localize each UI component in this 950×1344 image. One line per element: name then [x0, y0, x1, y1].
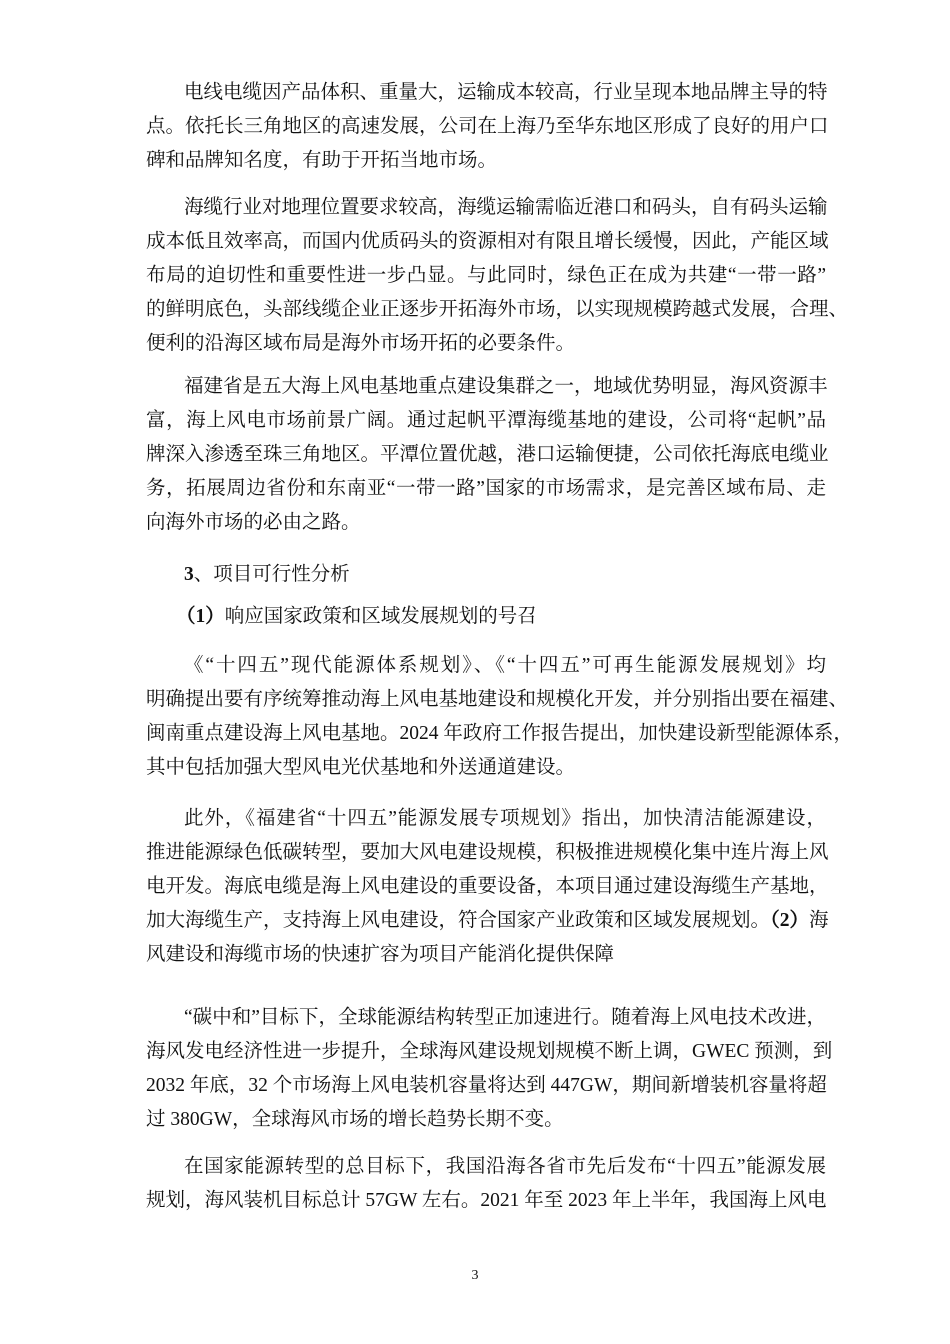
- text-line: 牌深入渗透至珠三角地区。平潭位置优越，港口运输便捷，公司依托海底电缆业: [146, 444, 829, 465]
- text-line: 海缆行业对地理位置要求较高，海缆运输需临近港口和码头，自有码头运输: [184, 197, 828, 218]
- text-line: 碑和品牌知名度，有助于开拓当地市场。: [146, 150, 498, 171]
- paragraph-fujian: [146, 370, 829, 540]
- text-line: 闽南重点建设海上风电基地。2024 年政府工作报告提出，加快建设新型能源体系，: [146, 723, 853, 744]
- paragraph-fujian-plan: [146, 802, 829, 972]
- text-line: 布局的迫切性和重要性进一步凸显。与此同时，绿色正在成为共建“一带一路”: [146, 265, 826, 286]
- text-line: 向海外市场的必由之路。: [146, 512, 361, 533]
- text-line: 风建设和海缆市场的快速扩容为项目产能消化提供保障: [146, 944, 615, 965]
- paragraph-local-brand: [146, 76, 829, 178]
- text-line: 规划，海风装机目标总计 57GW 左右。2021 年至 2023 年上半年，我国海上风电: [146, 1190, 827, 1211]
- text-line: 《“十四五”现代能源体系规划》、《“十四五”可再生能源发展规划》均: [184, 655, 826, 676]
- text-line: 福建省是五大海上风电基地重点建设集群之一，地域优势明显，海风资源丰: [184, 376, 828, 397]
- text-line: 成本低且效率高，而国内优质码头的资源相对有限且增长缓慢，因此，产能区域: [146, 231, 829, 252]
- paragraph-cable-geography: [146, 191, 849, 361]
- text-line: 推进能源绿色低碳转型，要加大风电建设规模，积极推进规模化集中连片海上风: [146, 842, 829, 863]
- subheading-text: 响应国家政策和区域发展规划的号召: [224, 606, 537, 627]
- text-line: 电开发。海底电缆是海上风电建设的重要设备，本项目通过建设海缆生产基地，: [146, 876, 829, 897]
- text-line: 其中包括加强大型风电光伏基地和外送通道建设。: [146, 757, 576, 778]
- text-line: 此外，《福建省“十四五”能源发展专项规划》指出，加快清洁能源建设，: [184, 808, 826, 829]
- heading-text: 、项目可行性分析: [193, 564, 350, 585]
- paragraph-national-target: [146, 1150, 826, 1218]
- text-line: 电线电缆因产品体积、重量大，运输成本较高，行业呈现本地品牌主导的特: [184, 82, 828, 103]
- text-line: 海风发电经济性进一步提升，全球海风建设规划规模不断上调，GWEC 预测，到: [146, 1041, 833, 1062]
- text-line: 的鲜明底色，头部线缆企业正逐步开拓海外市场，以实现规模跨越式发展，合理、: [146, 299, 849, 320]
- text-segment: 海: [809, 910, 829, 931]
- paragraph-carbon-neutral: [146, 1001, 833, 1137]
- text-line: 富，海上风电市场前景广阔。通过起帆平潭海缆基地的建设，公司将“起帆”品: [146, 410, 826, 431]
- text-line: “碳中和”目标下，全球能源结构转型正加速进行。随着海上风电技术改进，: [184, 1007, 826, 1028]
- text-line: 便利的沿海区域布局是海外市场开拓的必要条件。: [146, 333, 576, 354]
- subheading-number: （2）: [770, 910, 810, 931]
- text-line: 2032 年底，32 个市场海上风电装机容量将达到 447GW，期间新增装机容量将超: [146, 1075, 827, 1096]
- text-line: [146, 904, 829, 938]
- paragraph-policy: [146, 649, 853, 785]
- text-line: 在国家能源转型的总目标下，我国沿海各省市先后发布“十四五”能源发展: [184, 1156, 826, 1177]
- text-line: 明确提出要有序统筹推动海上风电基地建设和规模化开发，并分别指出要在福建、: [146, 689, 849, 710]
- text-segment: 加大海缆生产，支持海上风电建设，符合国家产业政策和区域发展规划。: [146, 910, 771, 931]
- page-number: 3: [471, 1268, 479, 1283]
- heading-number: 3: [184, 564, 194, 585]
- text-line: 过 380GW，全球海风市场的增长趋势长期不变。: [146, 1109, 564, 1130]
- text-line: 点。依托长三角地区的高速发展，公司在上海乃至华东地区形成了良好的用户口: [146, 116, 829, 137]
- section-heading-3: [146, 558, 826, 592]
- text-line: 务，拓展周边省份和东南亚“一带一路”国家的市场需求，是完善区域布局、走: [146, 478, 826, 499]
- subheading-number: （1）: [176, 606, 225, 627]
- subheading-1: [146, 600, 826, 634]
